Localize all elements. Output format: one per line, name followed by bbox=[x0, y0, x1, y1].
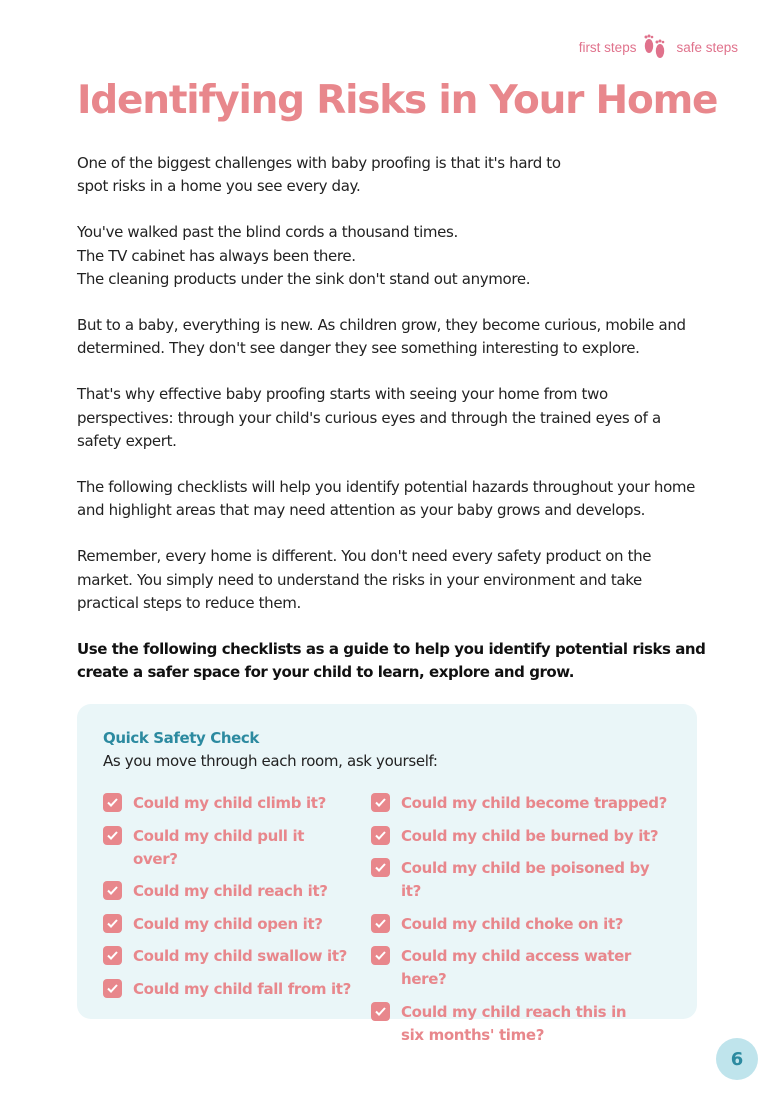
checklist-item bbox=[103, 880, 353, 903]
checklist-item bbox=[371, 913, 671, 936]
checklist-text: Could my child fall from it? bbox=[133, 979, 351, 998]
checkbox-icon bbox=[103, 946, 122, 965]
checkbox-icon bbox=[371, 1002, 390, 1021]
paragraph: Remember, every home is different. You don't need every safety product on the market. You simply need to understand the risks in your environment and take practical steps to reduce them. bbox=[77, 547, 652, 612]
checkbox-icon bbox=[371, 914, 390, 933]
checkbox-icon bbox=[371, 826, 390, 845]
checklist-text: Could my child become trapped? bbox=[401, 794, 667, 812]
checkbox-icon bbox=[103, 881, 122, 900]
checklist-text: Could my child access water here? bbox=[401, 947, 631, 988]
checklist-text: Could my child be poisoned by it? bbox=[401, 859, 650, 900]
checklist-item bbox=[103, 792, 353, 815]
checklist-item bbox=[371, 945, 671, 991]
paragraph: One of the biggest challenges with baby proofing is that it's hard to spot risks in a home you see every day. bbox=[77, 154, 561, 196]
brand-first-steps: first steps bbox=[578, 39, 637, 55]
checklist-text: Could my child swallow it? bbox=[133, 947, 348, 965]
baby-feet-icon bbox=[641, 32, 669, 62]
paragraph: The following checklists will help you identify potential hazards throughout your home and highlight areas that may need attention as your baby grows and develops. bbox=[77, 478, 696, 520]
card-subtitle: As you move through each room, ask yourself: bbox=[103, 752, 438, 770]
checklist-item bbox=[103, 945, 353, 968]
checkbox-icon bbox=[371, 793, 390, 812]
checklist-item bbox=[103, 913, 353, 936]
paragraph: That's why effective baby proofing starts with seeing your home from two perspectives: through your child's curious eyes and through the trained eyes of a safety expert. bbox=[77, 385, 661, 450]
checklist-text: Could my child climb it? bbox=[133, 794, 326, 812]
checklist-text: Could my child be burned by it? bbox=[401, 826, 659, 845]
brand-logo bbox=[579, 32, 738, 62]
checkbox-icon bbox=[103, 793, 122, 812]
card-title: Quick Safety Check bbox=[103, 729, 259, 747]
page-title: Identifying Risks in Your Home bbox=[77, 78, 718, 123]
checkbox-icon bbox=[371, 946, 390, 965]
checklist-item bbox=[103, 978, 353, 1001]
page-number-badge: 6 bbox=[716, 1038, 758, 1080]
checklist-right bbox=[371, 792, 671, 1056]
checklist-item bbox=[371, 792, 671, 815]
checklist-text: Could my child pull it over? bbox=[133, 826, 305, 868]
quick-safety-check-card bbox=[77, 704, 697, 1044]
checklist-item bbox=[103, 825, 353, 871]
checkbox-icon bbox=[103, 979, 122, 998]
checklist-left bbox=[103, 792, 353, 1010]
checklist-text: Could my child choke on it? bbox=[401, 914, 624, 933]
checklist-item bbox=[371, 857, 671, 903]
checklist-text: Could my child reach it? bbox=[133, 882, 328, 900]
checklist-text: Could my child open it? bbox=[133, 914, 323, 933]
checklist-item bbox=[371, 1001, 671, 1047]
checklist-item bbox=[371, 825, 671, 848]
intro-text bbox=[77, 152, 707, 707]
checklist-text: Could my child reach this in six months' time? bbox=[401, 1002, 627, 1044]
paragraph: But to a baby, everything is new. As children grow, they become curious, mobile and determined. They don't see danger they see something interesting to explore. bbox=[77, 316, 686, 358]
brand-safe-steps: safe steps bbox=[676, 39, 738, 55]
checkbox-icon bbox=[103, 914, 122, 933]
checkbox-icon bbox=[371, 858, 390, 877]
bold-paragraph: Use the following checklists as a guide to help you identify potential risks and create a safer space for your child to learn, explore and grow. bbox=[77, 640, 706, 682]
paragraph: You've walked past the blind cords a thousand times. The TV cabinet has always been there. The cleaning products under the sink don't stand out anymore. bbox=[77, 223, 531, 288]
checkbox-icon bbox=[103, 826, 122, 845]
